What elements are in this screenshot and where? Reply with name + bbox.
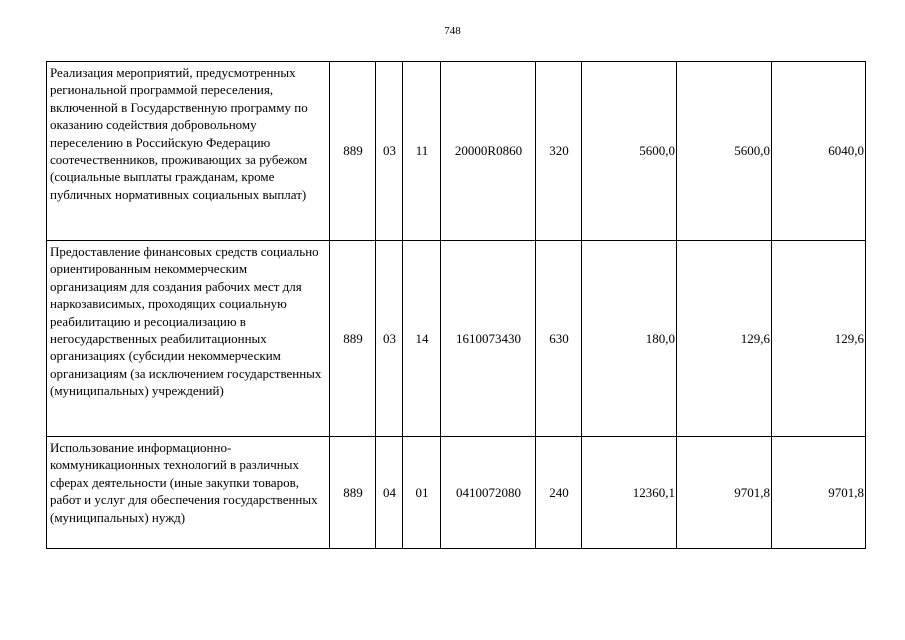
amount-1: 12360,1	[582, 437, 677, 549]
page-number: 748	[444, 25, 461, 37]
target-article-code: 1610073430	[441, 241, 536, 437]
row-description: Реализация мероприятий, предусмотренных региональной программой переселения, включенной в Государственную программу по оказанию содействия добровольному переселению в Российскую Федерацию соотечественников, проживающих за рубежом (социальные выплаты гражданам, кроме публичных нормативных социальных выплат)	[47, 62, 330, 241]
ministry-code: 889	[330, 62, 376, 241]
budget-table	[46, 61, 866, 549]
subsection-code: 01	[403, 437, 441, 549]
amount-3: 9701,8	[772, 437, 866, 549]
expense-type-code: 630	[536, 241, 582, 437]
table-row	[47, 241, 866, 437]
row-description: Использование информационно-коммуникационных технологий в различных сферах деятельности (иные закупки товаров, работ и услуг для обеспечения государственных (муниципальных) нужд)	[47, 437, 330, 549]
subsection-code: 11	[403, 62, 441, 241]
amount-3: 129,6	[772, 241, 866, 437]
amount-2: 5600,0	[677, 62, 772, 241]
expense-type-code: 240	[536, 437, 582, 549]
ministry-code: 889	[330, 437, 376, 549]
ministry-code: 889	[330, 241, 376, 437]
amount-2: 9701,8	[677, 437, 772, 549]
amount-1: 180,0	[582, 241, 677, 437]
target-article-code: 20000R0860	[441, 62, 536, 241]
section-code: 03	[376, 241, 403, 437]
section-code: 04	[376, 437, 403, 549]
section-code: 03	[376, 62, 403, 241]
expense-type-code: 320	[536, 62, 582, 241]
amount-1: 5600,0	[582, 62, 677, 241]
amount-2: 129,6	[677, 241, 772, 437]
row-description: Предоставление финансовых средств социально ориентированным некоммерческим организациям для создания рабочих мест для наркозависимых, проходящих социальную реабилитацию и ресоциализацию в негосударственных реабилитационных организациях (субсидии некоммерческим организациям (за исключением государственных (муниципальных) учреждений)	[47, 241, 330, 437]
table-row	[47, 62, 866, 241]
subsection-code: 14	[403, 241, 441, 437]
table-row	[47, 437, 866, 549]
amount-3: 6040,0	[772, 62, 866, 241]
target-article-code: 0410072080	[441, 437, 536, 549]
